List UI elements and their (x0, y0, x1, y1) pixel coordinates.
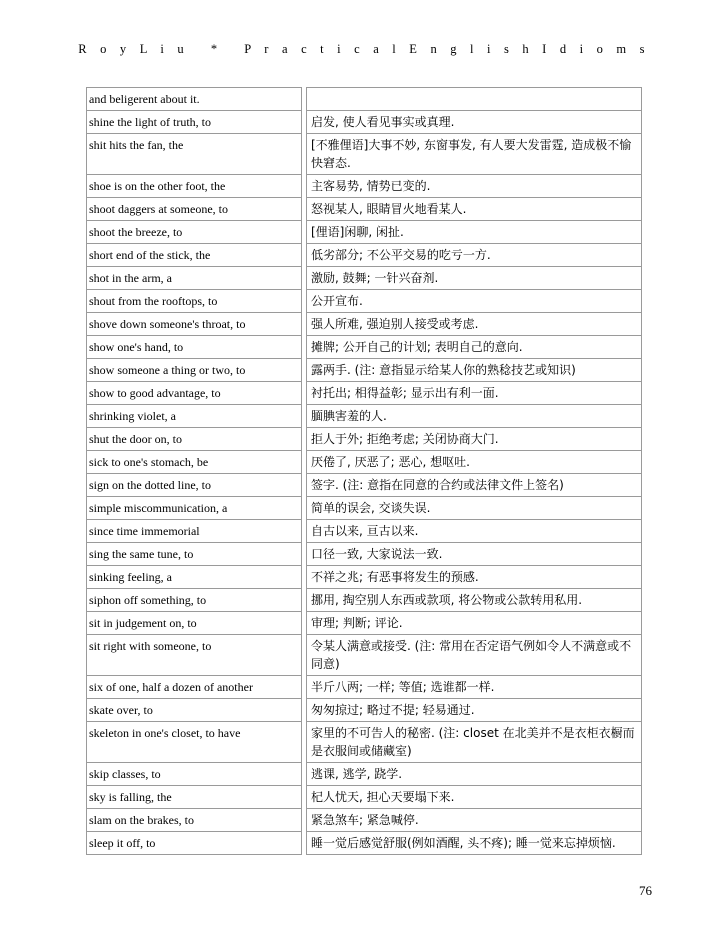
idiom-chinese: 拒人于外; 拒绝考虑; 关闭协商大门. (307, 428, 642, 451)
idiom-chinese: 公开宣布. (307, 290, 642, 313)
idiom-english: shoot the breeze, to (87, 221, 302, 244)
table-row (87, 474, 642, 497)
table-row (87, 175, 642, 198)
idiom-chinese: 简单的误会, 交谈失误. (307, 497, 642, 520)
idiom-english: skeleton in one's closet, to have (87, 722, 302, 763)
idiom-chinese: 衬托出; 相得益彰; 显示出有利一面. (307, 382, 642, 405)
idiom-english: siphon off something, to (87, 589, 302, 612)
idiom-english: sing the same tune, to (87, 543, 302, 566)
idiom-chinese: 睡一觉后感觉舒服(例如酒醒, 头不疼); 睡一觉来忘掉烦恼. (307, 832, 642, 855)
table-row (87, 543, 642, 566)
idiom-english: slam on the brakes, to (87, 809, 302, 832)
idiom-chinese: 厌倦了, 厌恶了; 恶心, 想呕吐. (307, 451, 642, 474)
idiom-table-body (87, 88, 642, 855)
idiom-english: sleep it off, to (87, 832, 302, 855)
idiom-english: and beligerent about it. (87, 88, 302, 111)
idiom-chinese: 强人所难, 强迫别人接受或考虑. (307, 313, 642, 336)
idiom-english: sit in judgement on, to (87, 612, 302, 635)
idiom-chinese: 半斤八两; 一样; 等值; 选谁都一样. (307, 676, 642, 699)
idiom-chinese: 不祥之兆; 有恶事将发生的预感. (307, 566, 642, 589)
table-row (87, 198, 642, 221)
table-row (87, 832, 642, 855)
idiom-english: shot in the arm, a (87, 267, 302, 290)
table-row (87, 612, 642, 635)
table-row (87, 589, 642, 612)
idiom-english: since time immemorial (87, 520, 302, 543)
idiom-chinese: 激励, 鼓舞; 一针兴奋剂. (307, 267, 642, 290)
idiom-chinese: 匆匆掠过; 略过不提; 轻易通过. (307, 699, 642, 722)
idiom-english: sick to one's stomach, be (87, 451, 302, 474)
idiom-chinese: 低劣部分; 不公平交易的吃亏一方. (307, 244, 642, 267)
idiom-chinese: 自古以来, 亘古以来. (307, 520, 642, 543)
idiom-table (86, 87, 642, 855)
idiom-chinese: 签字. (注: 意指在同意的合约或法律文件上签名) (307, 474, 642, 497)
table-row (87, 244, 642, 267)
table-row (87, 134, 642, 175)
table-row (87, 428, 642, 451)
table-row (87, 786, 642, 809)
table-row (87, 111, 642, 134)
idiom-chinese: 露两手. (注: 意指显示给某人你的熟稔技艺或知识) (307, 359, 642, 382)
table-row (87, 336, 642, 359)
idiom-english: shout from the rooftops, to (87, 290, 302, 313)
idiom-chinese: 审理; 判断; 评论. (307, 612, 642, 635)
idiom-chinese: 逃课, 逃学, 跷学. (307, 763, 642, 786)
idiom-english: sign on the dotted line, to (87, 474, 302, 497)
idiom-chinese: [俚语]闲聊, 闲扯. (307, 221, 642, 244)
table-row (87, 382, 642, 405)
idiom-chinese: 主客易势, 情势已变的. (307, 175, 642, 198)
table-row (87, 809, 642, 832)
idiom-english: skate over, to (87, 699, 302, 722)
idiom-english: shoot daggers at someone, to (87, 198, 302, 221)
idiom-chinese (307, 88, 642, 111)
idiom-english: shut the door on, to (87, 428, 302, 451)
idiom-chinese: [不雅俚语]大事不妙, 东窗事发, 有人要大发雷霆, 造成极不愉快窘态. (307, 134, 642, 175)
table-row (87, 451, 642, 474)
idiom-chinese: 紧急煞车; 紧急喊停. (307, 809, 642, 832)
table-row (87, 405, 642, 428)
table-row (87, 359, 642, 382)
idiom-english: sky is falling, the (87, 786, 302, 809)
idiom-english: sinking feeling, a (87, 566, 302, 589)
idiom-english: shrinking violet, a (87, 405, 302, 428)
idiom-english: show someone a thing or two, to (87, 359, 302, 382)
idiom-chinese: 家里的不可告人的秘密. (注: closet 在北美并不是衣柜衣橱而是衣服间或储藏室) (307, 722, 642, 763)
page-header (0, 42, 728, 57)
table-row (87, 566, 642, 589)
idiom-english: short end of the stick, the (87, 244, 302, 267)
table-row (87, 722, 642, 763)
idiom-chinese: 令某人满意或接受. (注: 常用在否定语气例如令人不满意或不同意) (307, 635, 642, 676)
table-row (87, 290, 642, 313)
table-row (87, 635, 642, 676)
table-row (87, 520, 642, 543)
table-row (87, 88, 642, 111)
header-author: R o y L i u (78, 42, 189, 56)
table-row (87, 676, 642, 699)
table-row (87, 221, 642, 244)
idiom-chinese: 杞人忧天, 担心天要塌下来. (307, 786, 642, 809)
idiom-english: skip classes, to (87, 763, 302, 786)
idiom-english: shine the light of truth, to (87, 111, 302, 134)
header-title: P r a c t i c a l E n g l i s h I d i o m s (244, 42, 650, 56)
idiom-chinese: 口径一致, 大家说法一致. (307, 543, 642, 566)
table-row (87, 267, 642, 290)
table-row (87, 497, 642, 520)
page-number: 76 (639, 883, 652, 898)
idiom-chinese: 启发, 使人看见事实或真理. (307, 111, 642, 134)
table-row (87, 313, 642, 336)
idiom-english: shoe is on the other foot, the (87, 175, 302, 198)
idiom-chinese: 摊牌; 公开自己的计划; 表明自己的意向. (307, 336, 642, 359)
idiom-english: shove down someone's throat, to (87, 313, 302, 336)
idiom-english: six of one, half a dozen of another (87, 676, 302, 699)
idiom-english: show to good advantage, to (87, 382, 302, 405)
table-row (87, 699, 642, 722)
idiom-chinese: 腼腆害羞的人. (307, 405, 642, 428)
idiom-english: sit right with someone, to (87, 635, 302, 676)
idiom-english: simple miscommunication, a (87, 497, 302, 520)
idiom-chinese: 怒视某人, 眼睛冒火地看某人. (307, 198, 642, 221)
idiom-english: show one's hand, to (87, 336, 302, 359)
header-separator: * (210, 42, 223, 56)
idiom-chinese: 挪用, 掏空别人东西或款项, 将公物或公款转用私用. (307, 589, 642, 612)
idiom-english: shit hits the fan, the (87, 134, 302, 175)
table-row (87, 763, 642, 786)
